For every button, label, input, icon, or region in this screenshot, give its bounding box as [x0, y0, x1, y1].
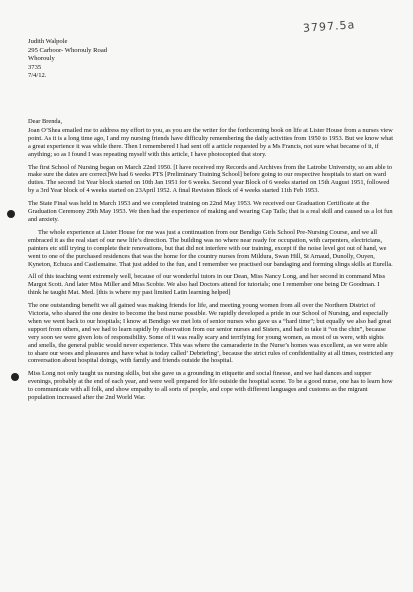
- archive-reference-note: 3797.5a: [302, 18, 356, 35]
- paragraph-intro: Joan O’Shea emailed me to address my effort to you, as you are the writer for the forthcoming book on life at Lister House from a nurses view point. As it is a long time ago, I and my nursing friends have difficulty remembering the daily activities from 1950 to 1953. But we know what a great experience it was while there. Then I remembered I had sent off a article requested by a Ms Francis, not sure what became of it, if anything; so as I found I was repeating myself with this article, I have photocopied that story.: [28, 126, 393, 158]
- salutation: Dear Brenda,: [28, 118, 63, 125]
- paragraph-tutors: All of this teaching went extremely well, because of our wonderful tutors in our Dean, Miss Nancy Long, and her second in command Miss Margot Scott. And later Miss Miller and Miss Scobie. We also had Doctors attend for tutorials; one I remember one being Dr Goodman. I think he taught Mat. Med. [this is where my past limited Latin learning helped]: [28, 273, 386, 297]
- letter-body: [28, 118, 394, 407]
- paragraph-friendships: The one outstanding benefit we all gained was making friends for life, and meeting young women from all over the Northern District of Victoria, who shared the one desire to become the best nurse possible. We rapidly developed a pride in our School of Nursing, and especially when we went back to our hospitals; I know at Bendigo we met lots of senior nurses who gave us a “hard time”; but equally we also had great support from others, and we had to learn rapidly by observation from our senior nurses and Sisters, and had to take it “on the chin”, because very soon we were given lots of responsibility. Some of it was really scary and terrifying for young women, as most of us were, with sights and smells, the general public would never experience. This was where the camaraderie in the Nurse’s homes was excellent, as we were able to share our woes and pleasures and have what is today called’ Debriefing’, because the strict rules of confidentiality at all times, restricted any conversation about hospital doings, with family and friends outside the hospital.: [28, 302, 394, 365]
- sender-address-block: [28, 38, 107, 81]
- sender-name: Judith Walpole: [28, 38, 68, 45]
- paragraph-lister-house: The whole experience at Lister House for me was just a continuation from our Bendigo Girls School Pre-Nursing Course, and we all embraced it as the real start of our new life’s direction. The building was no where near ready for occupation, with carpenters, electricians, painters etc still trying to complete their renovations, but that did not interfere with our training, except if the noise level got out of hand, we went to one of the purchased residences that was the home for the country nurses from Mildura, Swan Hill, St Arnaud, Dunolly, Ouyen, Kyneton, Echuca and Castlemaine. That just added to the fun, and I remember we practised our bandaging and forming slings skills at Eurella.: [28, 228, 393, 268]
- sender-postcode: 3735: [28, 63, 42, 71]
- paragraph-school-dates: The first School of Nursing began on March 22nd 1950. [I have received my Records and Archives from the Latrobe University, so am able to make sure the dates are correct]We had 6 weeks PTS [Preliminary Training School] before going to our respective hospitals to start on ward duties. The second 1st Year block started on 10th Jan 1951 for 6 weeks. Second year Block of 6 weeks started on 15th August 1951, followed by a 3rd Year block of 4 weeks started on 23April 1952. A final Revision Block of 4 weeks started 11th Feb 1953.: [28, 163, 393, 195]
- sender-street: 295 Carboor- Whorouly Road: [28, 46, 108, 54]
- sender-town: Whorouly: [28, 55, 55, 63]
- punch-hole-bottom: [11, 373, 19, 381]
- letter-date: 7/4/12.: [28, 72, 47, 80]
- punch-hole-top: [7, 210, 15, 218]
- paragraph-etiquette: Miss Long not only taught us nursing skills, but she gave us a grounding in etiquette and social finesse, and we had dances and supper evenings, probably at the end of each year, and were well prepared for life outside the hospital scene. To be a good nurse, one has to learn how to communicate with all folk, and show empathy to all sorts of people, and cope with different languages and customs as the migrant population increased after the 2nd World War.: [28, 370, 393, 402]
- paragraph-state-final: The State Final was held in March 1953 and we completed training on 22nd May 1953. We received our Graduation Certificate at the Graduation Ceremony 29th May 1953. We then had the experience of making and wearing Cap Tails; that is a real skill and caused us a lot fun and anxiety.: [28, 200, 393, 223]
